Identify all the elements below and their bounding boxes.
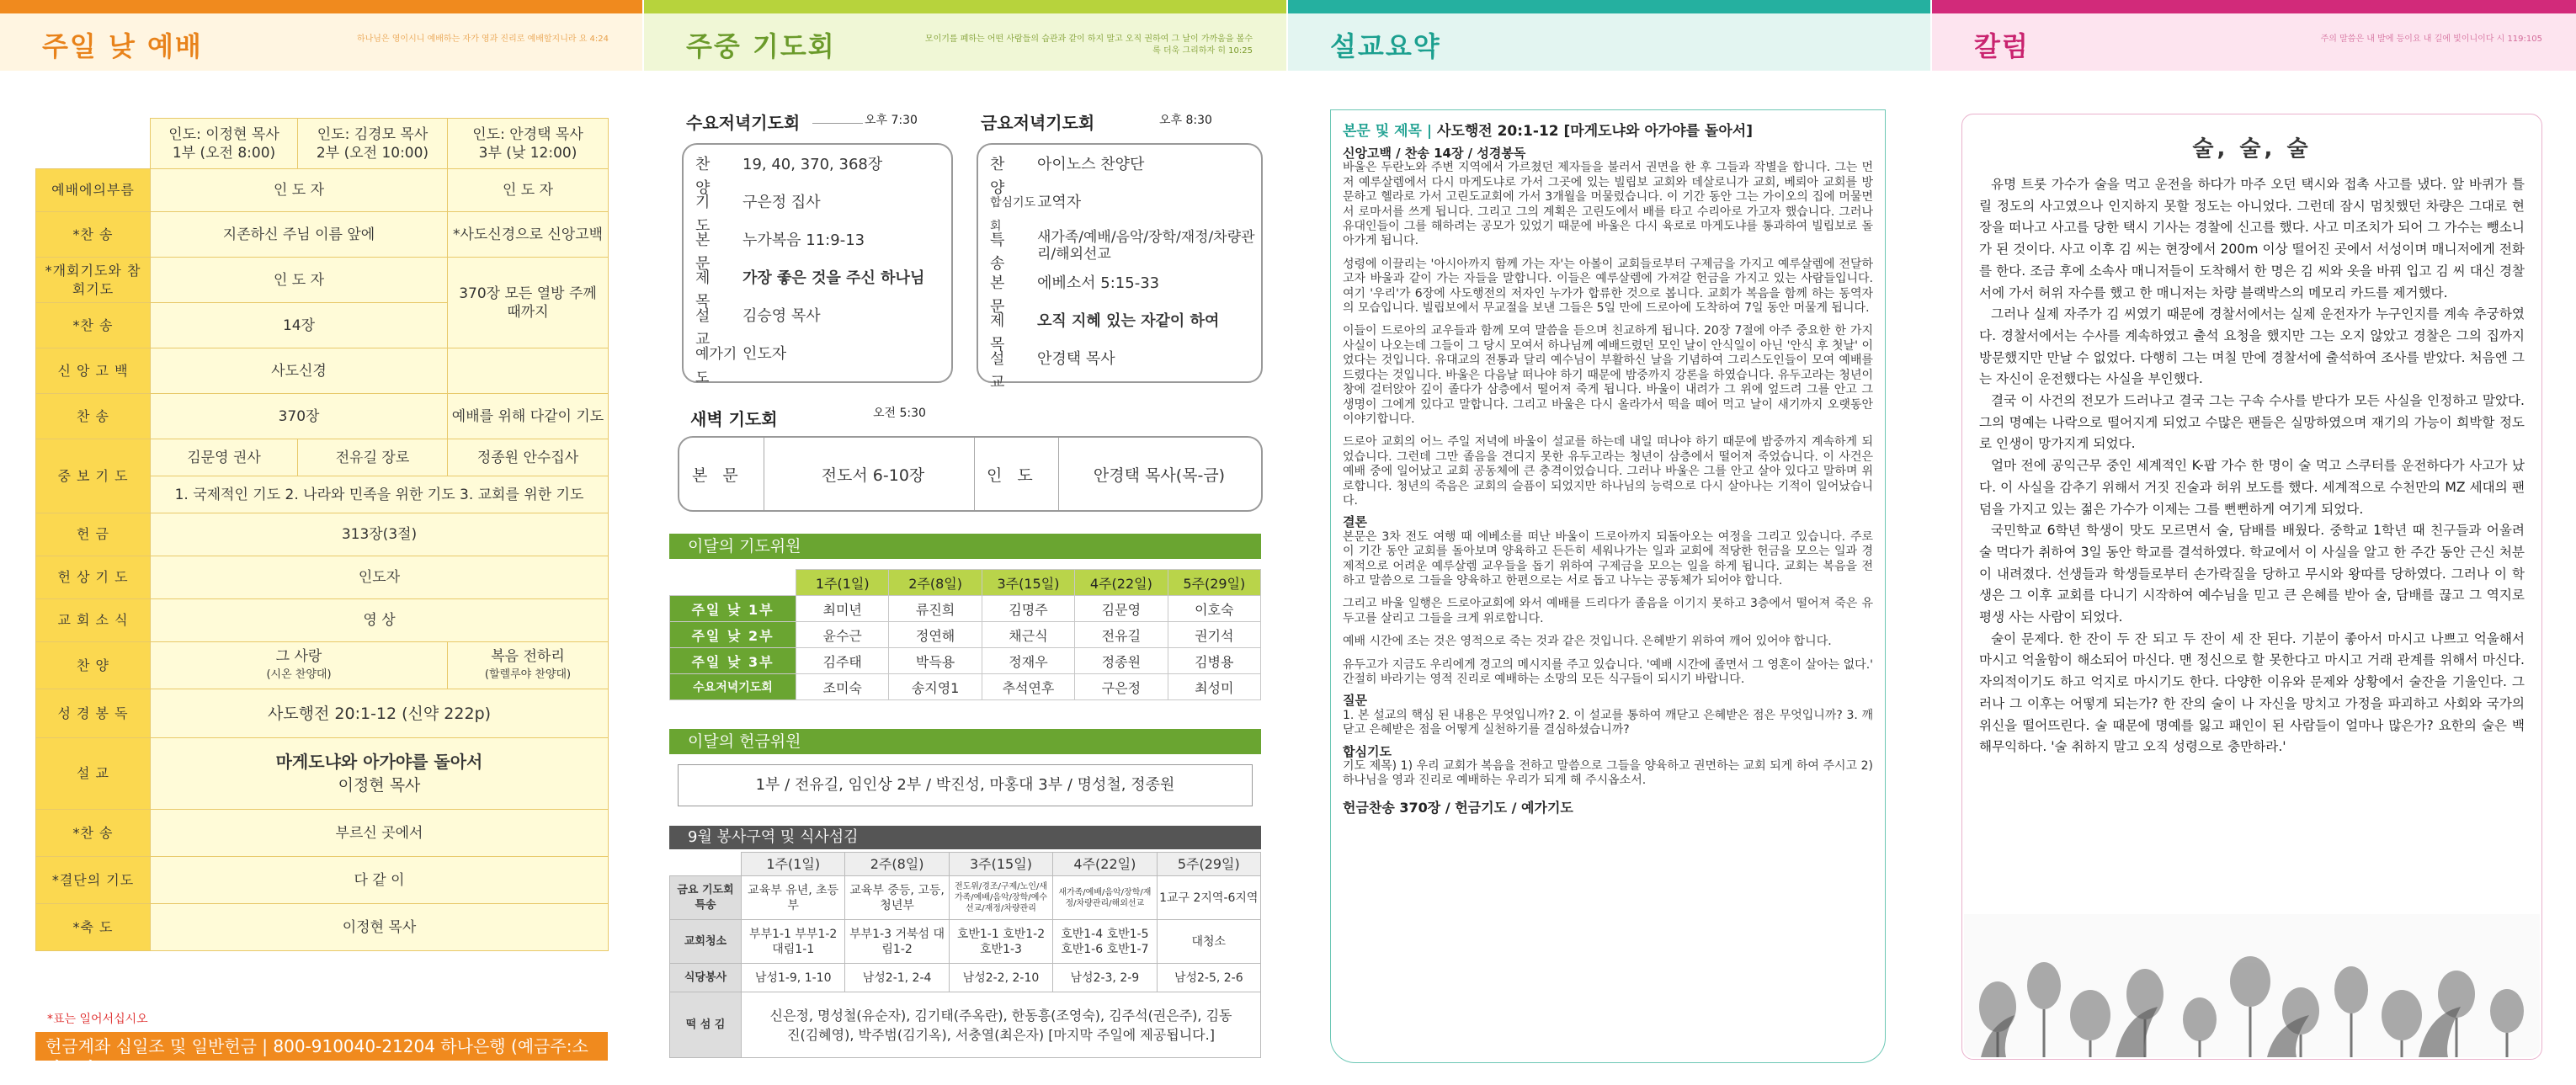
row-label: 성 경 봉 독 <box>36 689 151 738</box>
service-3: 인도: 안경택 목사 3부 (낮 12:00) <box>448 119 609 169</box>
panel-title: 설교요약 <box>1330 30 1441 62</box>
stand-note: *표는 일어서십시오 <box>47 1013 148 1026</box>
row-label: 교 회 소 식 <box>36 599 151 642</box>
sermon-box: 본문 및 제목 | 사도행전 20:1-12 [마게도냐와 아가야를 돌아서] 신앙고백 / 찬송 14장 / 성경봉독 바울은 두란노와 주변 지역에서 가르쳤던 제자들을 불러서 권면을 한 후 그들과 작별을 합니다. 그는 먼저 예루살렘에서 다시 마게도냐로 가서 그곳에 있는 빌립보 교회와 데살로니가 교회, 베뢰아 교회를 방문하고 헬라로 가서 고린도교회에 가서 3개월을 머물렀습니다. 이 기간 동안 그는 가이오의 집에 머물면서 로마서를 쓰게 됩니다. 그리고 그의 계획은 고린도에서 배를 타고 수리아로 가고자 했습니다. 그러나 유대인들이 그를 해하려는 공모가 있었기 때문에 바울은 다시 육로로 마게도냐를 통과하여 빌립보로 돌아가게 됩니다. 성령에 이끌리는 '아시아까지 함께 가는 자'는 아볼이 교회들로부터 구제금을 가지고 예루살렘에 전달하고자 바울과 같이 가는 자들을 말합니다. 이들은 예루살렘에 가져갈 헌금을 가지고 있는 사람들입니다. 여기 '우리'가 6장에 사도행전의 저자인 누가가 합류한 것으로 봅니다. 교회가 복음을 함께 하는 동역자의 모습입니다. 빌립보에서 무교절을 보낸 그들은 5일 만에 드로아에 도착하여 7일 동안 머물게 됩니다. 이들이 드로아의 교우들과 함께 모여 말씀을 듣으며 친교하게 됩니다. 20장 7절에 아주 중요한 한 가지 사실이 나오는데 그들이 그 당시 모여서 하나님께 예배드렸던 모인 날이 안식일이 아닌 '안식 후 첫날' 이었다는 것입니다. 유대교의 전통과 달리 예수님이 부활하신 날을 기념하여 그리스도인들이 모여 예배를 드렸다는 것입니다. 바울은 다음날 떠나야 하기 때문에 밤중까지 강론을 하였습니다. 유두고라는 청년이 창에 걸터앉아 깊이 졸다가 삼층에서 떨어져 죽게 됩니다. 바울이 내려가 그 위에 엎드려 그를 안고 그 생명이 그에게 있다고 말합니다. 그리고 바울은 다시 올라가서 떡을 떼어 먹고 날이 새기까지 오랫동안 이야기합니다. 드로아 교회의 어느 주일 저녁에 바울이 설교를 하는데 내일 떠나야 하기 때문에 밤중까지 계속하게 되었습니다. 그런데 그만 졸음을 견디지 못한 유두고라는 청년이 삼층에서 떨어져 죽었습니다. 이 사건은 예배 중에 일어났고 교회 공동체에 큰 충격이었습니다. 그러나 바울은 그를 안고 살아 있다고 말하며 위로합니다. 청년의 죽음은 교회의 슬픔이 되었지만 하나님의 능력으로 다시 살아나는 기적이 일어났습니다. 결론 본문은 3차 전도 여행 때 에베소를 떠난 바울이 드로아까지 되돌아오는 여정을 그리고 있습니다. 주로 이 기간 동안 교회를 돌아보며 양육하고 든든히 세워나가는 일과 교회에 적당한 헌금을 모으는 일과 경제적으로 어려운 예루살렘 교우들을 돕기 위하여 구제금을 모으는 일을 하게 됩니다. 교회는 복음을 전하고 말씀으로 그들을 양육하고 한편으로는 서로 돕고 나누는 공동체가 되어야 합니다. 그리고 바울 일행은 드로아교회에 와서 예배를 드리다가 졸음을 이기지 못하고 3층에서 떨어져 죽은 유두고를 살리고 그들을 크게 위로합니다. 예배 시간에 조는 것은 영적으로 죽는 것과 같은 것입니다. 은혜받기 위하여 깨어 있어야 합니다. 유두고가 지금도 우리에게 경고의 메시지를 주고 있습니다. '예배 시간에 졸면서 그 영혼이 살아는 없다.' 간절히 바라기는 영적 진리로 예배하는 소망의 모든 식구들이 되시기 바랍니다. 질문 1. 본 설교의 핵심 된 내용은 무엇입니까? 2. 이 설교를 통하여 깨닫고 은혜받은 점은 무엇입니까? 3. 깨닫고 은혜받은 점을 어떻게 실천하기를 결심하셨습니까? 합심기도 기도 제목) 1) 우리 교회가 복음을 전하고 말씀으로 그들을 양육하고 권면하는 교회 되게 하여 주시고 2) 하나님을 영과 진리로 예배하는 우리가 되게 해 주시옵소서. 헌금찬송 370장 / 헌금기도 / 예가기도 <box>1330 109 1886 1063</box>
panel-verse: 하나님은 영이시니 예배하는 자가 영과 진리로 예배할지니라 요 4:24 <box>356 35 609 44</box>
fri-time: 오후 8:30 <box>1159 114 1212 127</box>
sermon-main: 본문 및 제목 | 사도행전 20:1-12 [마게도냐와 아가야를 돌아서] <box>1343 123 1753 140</box>
panel-title: 주중 기도회 <box>686 30 836 62</box>
row-label: 예배에의부름 <box>36 169 151 212</box>
prayer-meeting-panel <box>644 0 1286 1085</box>
panel-top-bar <box>644 0 1286 13</box>
dawn-time: 오전 5:30 <box>873 407 926 420</box>
sermon-end: 헌금찬송 370장 / 헌금기도 / 예가기도 <box>1343 799 1573 816</box>
row-label: 중 보 기 도 <box>36 439 151 513</box>
row-label: *찬 송 <box>36 810 151 857</box>
committee-table: 1주(1일) 2주(8일) 3주(15일) 4주(22일) 5주(29일) 주일 낮 1부 최미년 류진희 김명주 김문영 이호숙 주일 낮 2부 윤수근 정연해 채근식 전유길 권기석 주일 낮 3부 김주태 박득용 정재우 정종원 김병용 수요저녁기도회 조미숙 송지영1 추석연후 구은정 최성미 <box>669 569 1261 700</box>
row-label: 찬 송 <box>36 394 151 439</box>
panel-top-bar <box>0 0 642 13</box>
row-label: 헌 상 기 도 <box>36 556 151 599</box>
row-label: 설 교 <box>36 738 151 810</box>
row-label: *축 도 <box>36 904 151 951</box>
column-body: 유명 트롯 가수가 술을 먹고 운전을 하다가 마주 오던 택시와 접촉 사고를 냈다. 앞 바퀴가 틀릴 정도의 사고였으나 인지하지 못할 정도는 아니었다. 그런데 잠시 멈칫했던 차량은 그대로 현장을 떠나고 사고를 당한 택시 기사는 경찰에 신고를 했다. 사고 미조치가 되어 그 가수는 뺑소니가 된 것이다. 사고 이후 김 씨는 현장에서 200m 이상 떨어진 곳에서 서성이며 매니저에게 전화를 한다. 조금 후에 소속사 매니저들이 도착해서 한 명은 김 씨와 옷을 바꿔 입고 김 씨 대신 경찰서에 가서 허위 자수를 했고 한 매니저는 차량 블랙박스의 메모리 카드를 제거했다. 그러나 실제 자주가 김 씨였기 때문에 경찰서에서는 실제 운전자가 누구인지를 계속 추궁하였다. 경찰서에서는 수사를 계속하였고 출석 요청을 했지만 그는 오지 않았고 경찰은 그의 집까지 방문했지만 만날 수 없었다. 다행히 그는 며칠 만에 경찰서에 출석하여 조사를 받았다. 처음엔 그는 자신이 운전했다는 사실을 부인했다. 결국 이 사건의 전모가 드러나고 결국 그는 구속 수사를 받다가 모든 사실을 인정하고 말았다. 그의 명예는 나락으로 떨어지게 되었고 수많은 팬들은 실망하였으며 재기의 가능이 희박할 정도로 인생이 망가지게 되었다. 얼마 전에 공익근무 중인 세계적인 K-팝 가수 한 명이 술 먹고 스쿠터를 운전하다가 사고가 났다. 이 사실을 감추기 위해서 거짓 진술과 허위 보도를 했다. 세계적으로 수천만의 MZ 세대의 팬덤을 가지고 있는 젊은 가수가 이제는 그를 뻔뻔하게 여기게 되었다. 국민학교 6학년 학생이 맛도 모르면서 술, 담배를 배웠다. 중학교 1학년 때 친구들과 어울려 술 먹다가 취하여 3일 동안 학교를 결석하였다. 학교에서 이 사실을 알고 한 주간 동안 근신 처분이 내려졌다. 선생들과 학생들로부터 손가락질을 당하고 무시와 왕따를 당하였다. 그러나 이 학생은 그 이후 교회를 다니기 시작하여 예수님을 믿고 큰 은혜를 받아 술, 담배를 끊고 그 역지로 평생 사는 사람이 되었다. 술이 문제다. 한 잔이 두 잔 되고 두 잔이 세 잔 된다. 기분이 좋아서 마시고 나쁘고 억울해서 마시고 억울함이 해소되어 마신다. 맨 정신으로 할 못한다고 마시고 거래 관계를 위해서 마신다. 자의적이기도 하고 억지로 마시기도 한다. 다양한 이유와 문제와 상황에서 술잔을 기울인다. 그러나 그 이후는 어떻게 되는가? 한 잔의 술이 나 자신을 망치고 가정을 파괴하고 사회와 국가의 위신을 떨어뜨린다. 술 때문에 명예를 잃고 패인이 된 사람들이 얼마나 많은가? 요한의 술은 백해무익하다. '술 취하지 말고 오직 성령으로 충만하라.' <box>1979 177 2525 755</box>
panel-top-bar <box>1288 0 1930 13</box>
column-box <box>1961 114 2542 1060</box>
worship-panel <box>0 0 642 1085</box>
service-2: 인도: 김경모 목사 2부 (오전 10:00) <box>298 119 448 169</box>
worship-order-table: 인도: 이정현 목사 1부 (오전 8:00) 인도: 김경모 목사 2부 (오전 10:00) 인도: 안경택 목사 3부 (낮 12:00) 예배에의부름 인 도 자 인 도 자 *찬 송 지존하신 주님 이름 앞에 *사도신경으로 신앙고백 *개회기도와 참회기도 인 도 자 370장 모든 열방 주께 때까지 *찬 송 14장 신 앙 고 백 사도신경 찬 송 370장 예배를 위해 다같이 기도 중 보 기 도 김문영 권사 전유길 장로 정종원 안수집사 1. 국제적인 기도 2. 나라와 민족을 위한 기도 3. 교회를 위한 기도 헌 금 313장(3절) 헌 상 기 도 인도자 교 회 소 식 영 상 찬 양 그 사랑 (시온 찬양대) 복음 전하리 (할렐루야 찬양대) 성 경 봉 독 사도행전 20:1-12 (신약 222p) 설 교 마게도냐와 아가야를 돌아서 이정현 목사 *찬 송 부르신 곳에서 *결단의 기도 다 같 이 *축 도 이정현 목사 <box>35 118 609 951</box>
panel-title: 주일 낮 예배 <box>42 30 203 62</box>
wed-title: 수요저녁기도회 <box>686 113 801 133</box>
panel-top-bar <box>1932 0 2576 13</box>
row-label: 찬 양 <box>36 642 151 689</box>
service-1: 인도: 이정현 목사 1부 (오전 8:00) <box>151 119 298 169</box>
row-label: *찬 송 <box>36 303 151 348</box>
panel-verse: 주의 말씀은 내 발에 등이요 내 길에 빛이니이다 시 119:105 <box>2320 35 2542 44</box>
row-label: *결단의 기도 <box>36 857 151 904</box>
service-table: 1주(1일) 2주(8일) 3주(15일) 4주(22일) 5주(29일) 금요 기도회 특송 교육부 유년, 초등부 교육부 중등, 고등, 청년부 전도위/경조/구제/노인/새가족/예배/음악/장학/예수선교/재정/차량관리 새가족/예배/음악/장학/재정/차량관리/해외선교 1교구 2지역-6지역 교회청소 부부1-1 부부1-2 대림1-1 부부1-3 거북섬 대림1-2 호반1-1 호반1-2 호반1-3 호반1-4 호반1-5 호반1-6 호반1-7 대청소 식당봉사 남성1-9, 1-10 남성2-1, 2-4 남성2-2, 2-10 남성2-3, 2-9 남성2-5, 2-6 떡 섬 김 신은정, 명성철(유순자), 김기태(주옥란), 한동흥(조영숙), 김주석(권은주), 김동진(김혜영), 박주범(김기옥), 서충열(최은자) [마지막 주일에 제공됩니다.] <box>669 852 1261 1058</box>
tulip-illustration <box>1964 914 2540 1057</box>
dawn-box: 본 문 전도서 6-10장 인 도 안경택 목사(목-금) <box>678 436 1263 512</box>
wed-time: 오후 7:30 <box>865 114 918 127</box>
panel-verse: 모이기를 폐하는 어떤 사람들의 습관과 같이 하지 말고 오직 권하여 그 날이 가까움을 볼수록 더욱 그리하자 히 10:25 <box>924 35 1253 56</box>
sermon-summary-panel <box>1288 0 1930 1085</box>
row-label: *개회기도와 참회기도 <box>36 258 151 303</box>
offering-header: 이달의 헌금위원 <box>669 729 1261 754</box>
fri-box: 찬 양 아이노스 찬양단 합심기도회 교역자 특 송 새가족/예배/음악/장학/재정/차량관리/해외선교 본 문 에베소서 5:15-33 제 목 오직 지혜 있는 자같이 하여 설 교 안경택 목사 <box>977 143 1263 383</box>
row-label: 헌 금 <box>36 513 151 556</box>
fri-title: 금요저녁기도회 <box>981 113 1095 133</box>
sermon-section: 신앙고백 / 찬송 14장 / 성경봉독 <box>1343 146 1526 161</box>
row-label: *찬 송 <box>36 212 151 258</box>
wed-box: 찬 양 19, 40, 370, 368장 기 도 구은정 집사 본 문 누가복음 11:9-13 제 목 가장 좋은 것을 주신 하나님 설 교 김승영 목사 예가기도 인도자 <box>682 143 953 383</box>
column-panel <box>1932 0 2576 1085</box>
bank-account: 헌금계좌 십일조 및 일반헌금 | 800-910040-21204 하나은행 (예금주:소망교회) <box>35 1032 608 1061</box>
panel-title: 칼럼 <box>1974 30 2030 62</box>
dawn-title: 새벽 기도회 <box>690 409 778 429</box>
service-header: 9월 봉사구역 및 식사섬김 <box>669 826 1261 849</box>
offering-list: 1부 / 전유길, 임인상 2부 / 박진성, 마홍대 3부 / 명성철, 정종원 <box>678 764 1253 806</box>
committee-header: 이달의 기도위원 <box>669 534 1261 559</box>
row-label: 신 앙 고 백 <box>36 348 151 394</box>
column-title: 술, 술, 술 <box>2192 136 2312 162</box>
